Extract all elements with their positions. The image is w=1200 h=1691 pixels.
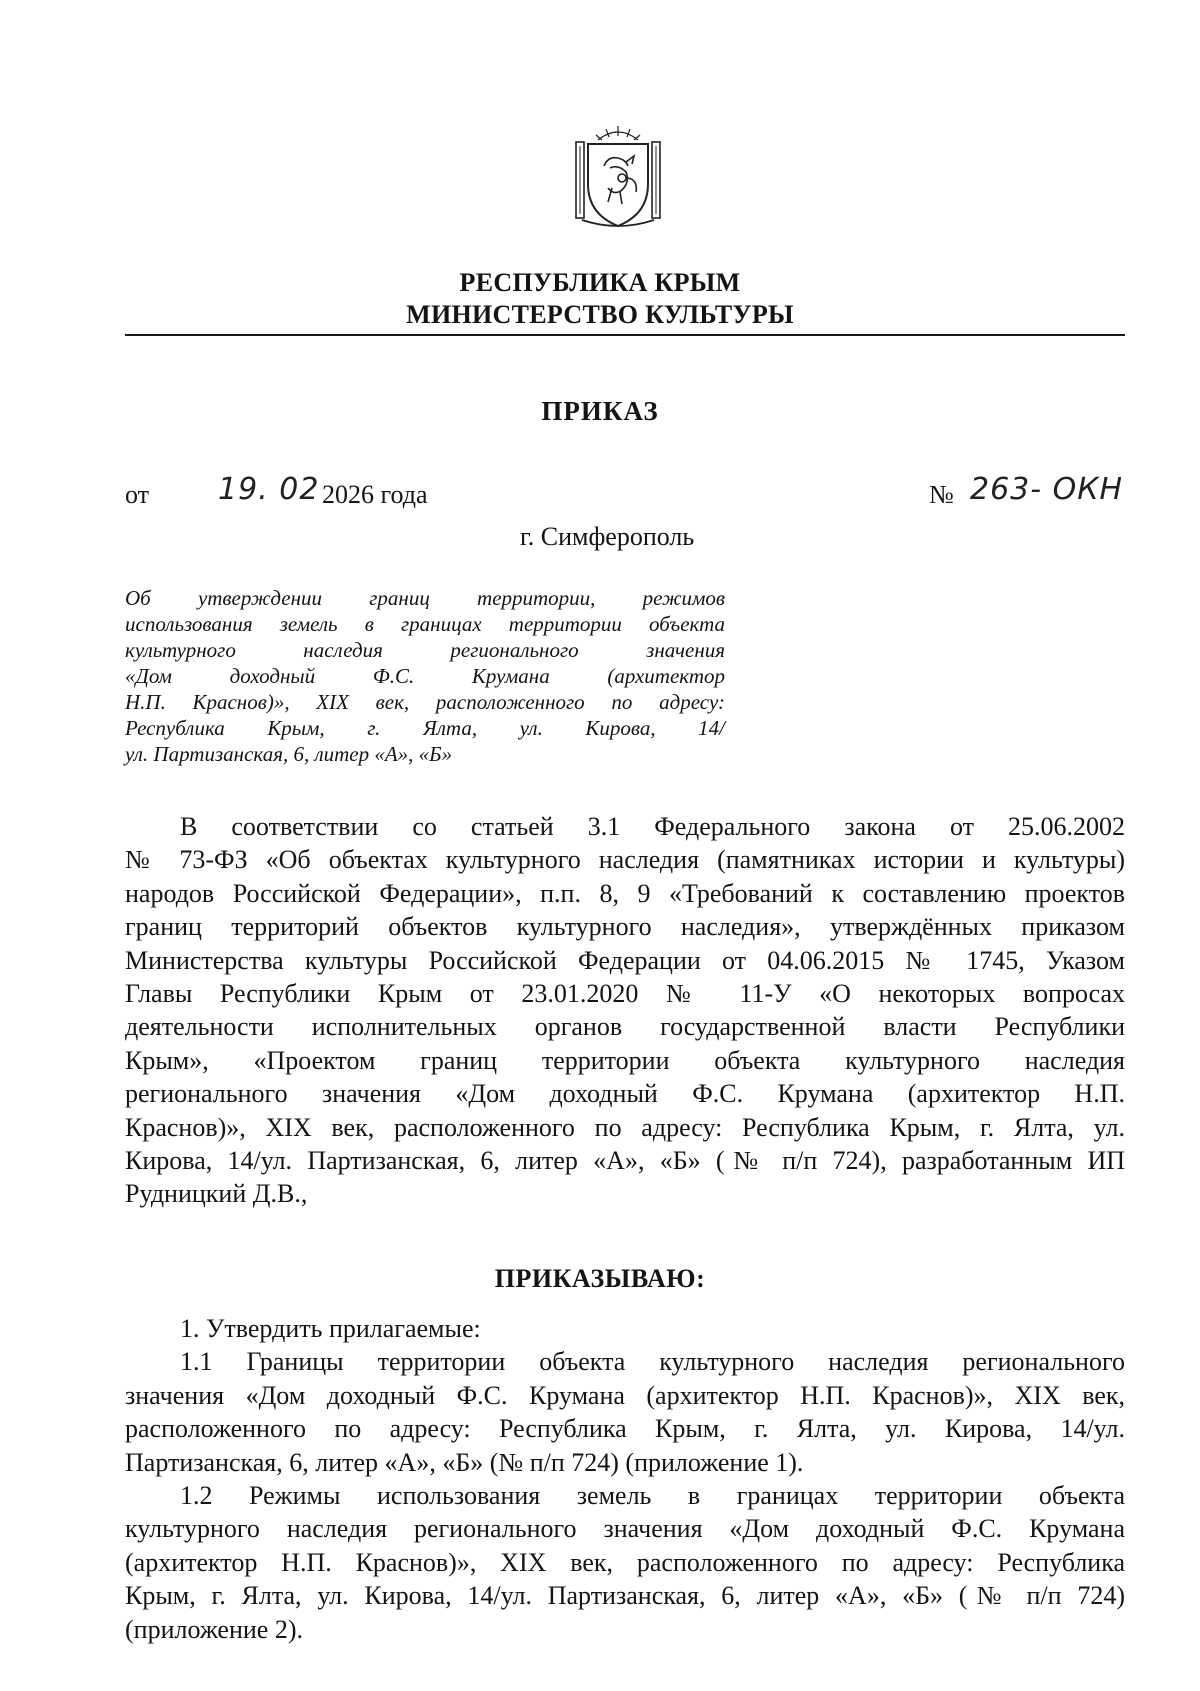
crimea-coat-of-arms-icon (568, 122, 668, 232)
subject-line: Об утверждении границ территории, режимов (125, 586, 725, 610)
order-line: 1.1 Границы территории объекта культурного наследия регионального (180, 1347, 1125, 1377)
preamble-line: Крым», «Проектом границ территории объекта культурного наследия (125, 1045, 1125, 1075)
subject-line: использования земель в границах территории объекта (125, 612, 725, 636)
preamble-line: Министерства культуры Российской Федерации от 04.06.2015 № 1745, Указом (125, 945, 1125, 975)
order-line: Крым, г. Ялта, ул. Кирова, 14/ул. Партизанская, 6, литер «А», «Б» (№ п/п 724) (125, 1581, 1125, 1611)
preamble-line: Краснов)», XIX век, расположенного по адресу: Республика Крым, г. Ялта, ул. (125, 1112, 1125, 1142)
org-name-republic: РЕСПУБЛИКА КРЫМ (459, 268, 741, 297)
subject-line: культурного наследия регионального значения (125, 638, 725, 662)
header-divider (125, 334, 1125, 336)
preamble-line: народов Российской Федерации», п.п. 8, 9 «Требований к составлению проектов (125, 878, 1125, 908)
preamble-line: Кирова, 14/ул. Партизанская, 6, литер «А», «Б» (№ п/п 724), разработанным ИП (125, 1145, 1125, 1175)
preamble-line: деятельности исполнительных органов государственной власти Республики (125, 1012, 1125, 1042)
preamble-paragraph (125, 810, 1125, 1211)
preamble-line: регионального значения «Дом доходный Ф.С. Крумана (архитектор Н.П. (125, 1079, 1125, 1109)
preamble-line: Главы Республики Крым от 23.01.2020 № 11-У «О некоторых вопросах (125, 978, 1125, 1008)
preamble-line: № 73-ФЗ «Об объектах культурного наследия (памятниках истории и культуры) (125, 845, 1125, 875)
doc-type-title: ПРИКАЗ (541, 396, 659, 426)
order-line: 1. Утвердить прилагаемые: (180, 1314, 481, 1343)
number-prefix: № (929, 480, 954, 509)
order-line: культурного наследия регионального значения «Дом доходный Ф.С. Крумана (125, 1514, 1125, 1544)
order-line: значения «Дом доходный Ф.С. Крумана (архитектор Н.П. Краснов)», XIX век, (125, 1380, 1125, 1410)
order-items (125, 1312, 1125, 1646)
order-line: (приложение 2). (125, 1614, 304, 1644)
order-line: расположенного по адресу: Республика Крым, г. Ялта, ул. Кирова, 14/ул. (125, 1414, 1125, 1444)
subject-line: ул. Партизанская, 6, литер «А», «Б» (125, 742, 453, 766)
order-heading: ПРИКАЗЫВАЮ: (494, 1264, 706, 1293)
order-line: Партизанская, 6, литер «А», «Б» (№ п/п 724) (приложение 1). (125, 1447, 804, 1477)
date-prefix: от (125, 480, 150, 509)
subject-line: Республика Крым, г. Ялта, ул. Кирова, 14/ (125, 716, 725, 740)
subject-line: Н.П. Краснов)», XIX век, расположенного по адресу: (125, 690, 725, 714)
preamble-line: В соответствии со статьей 3.1 Федерального закона от 25.06.2002 (180, 812, 1125, 841)
date-year: 2026 года (322, 480, 428, 509)
subject-block (125, 585, 725, 767)
date-handwritten: 19. 02 (218, 472, 320, 507)
preamble-line: Рудницкий Д.В., (125, 1179, 308, 1209)
city: г. Симферополь (520, 522, 695, 551)
order-line: (архитектор Н.П. Краснов)», XIX век, расположенного по адресу: Республика (125, 1547, 1125, 1577)
preamble-line: границ территорий объектов культурного наследия», утверждённых приказом (125, 912, 1125, 942)
org-name-ministry: МИНИСТЕРСТВО КУЛЬТУРЫ (406, 300, 794, 329)
subject-line: «Дом доходный Ф.С. Крумана (архитектор (125, 664, 725, 688)
order-line: 1.2 Режимы использования земель в границах территории объекта (180, 1480, 1125, 1510)
number-handwritten: 263- ОКН (970, 472, 1124, 507)
